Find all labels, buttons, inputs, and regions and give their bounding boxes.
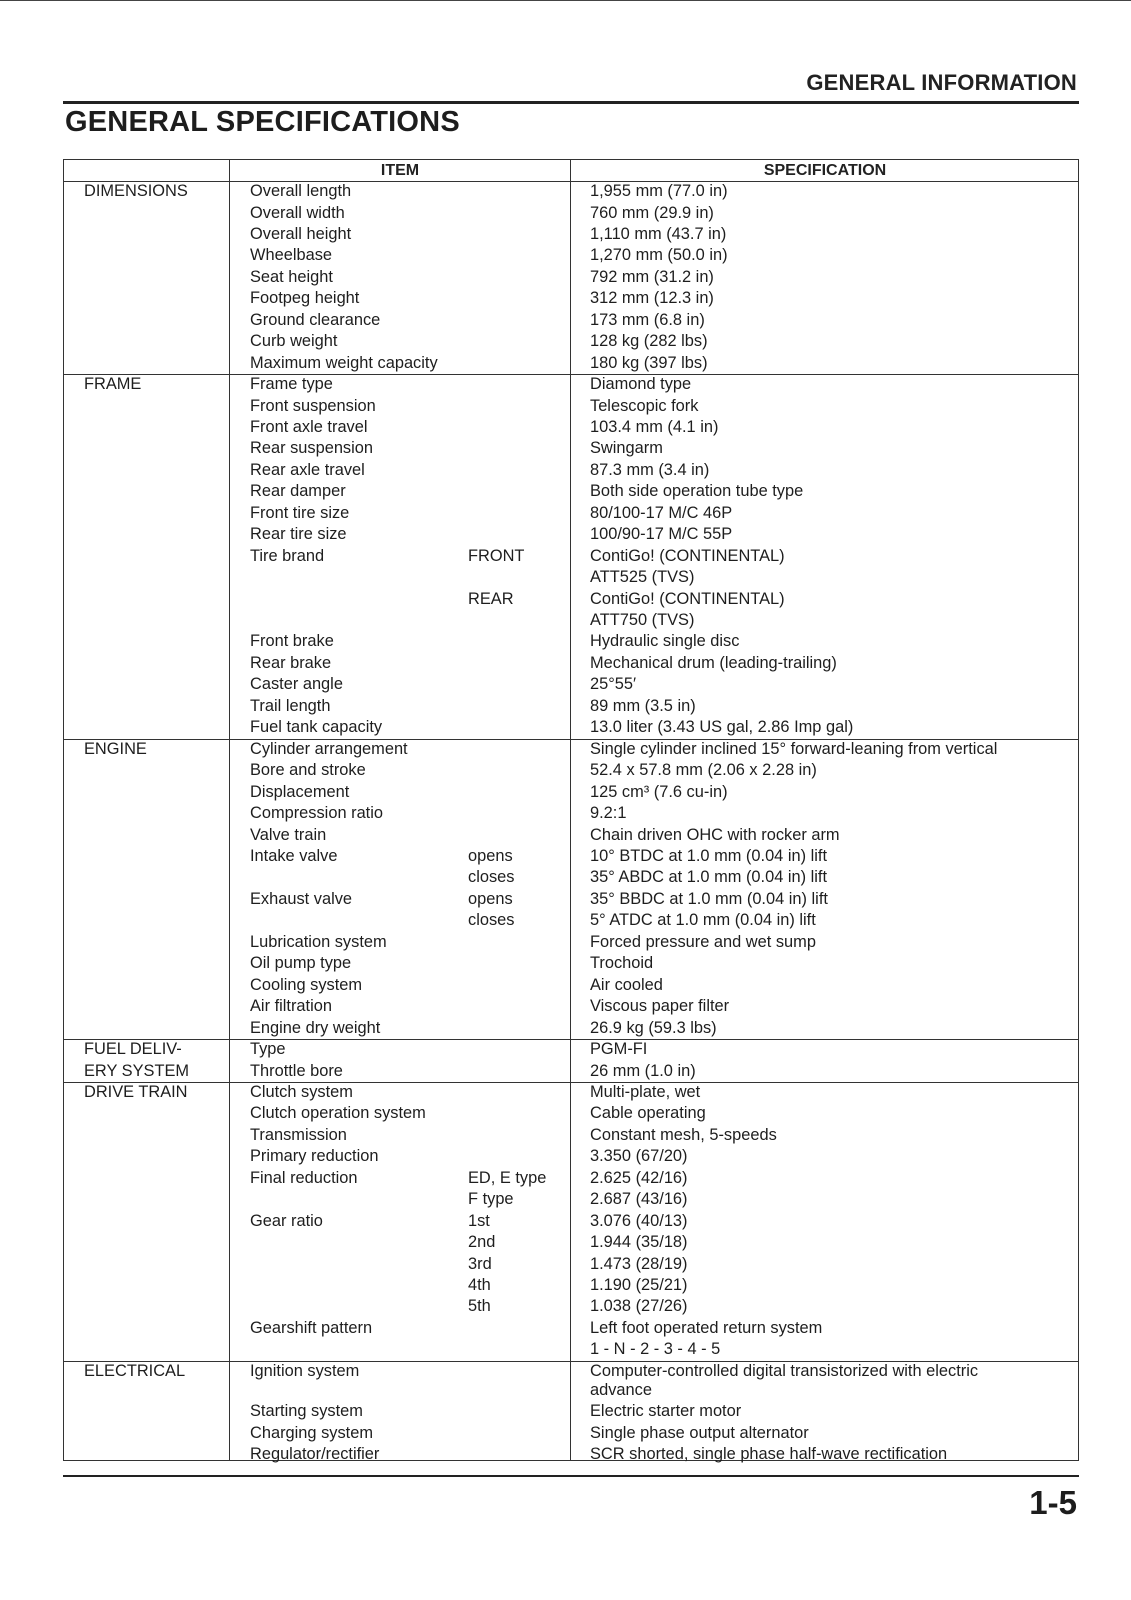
spec-value: Viscous paper filter xyxy=(590,997,730,1016)
spec-item: Ground clearance xyxy=(250,310,381,329)
spec-subitem: F type xyxy=(468,1190,514,1209)
spec-item: Charging system xyxy=(250,1423,373,1442)
spec-value: 1.473 (28/19) xyxy=(590,1254,688,1273)
spec-item: Air filtration xyxy=(250,997,332,1016)
spec-value: Computer-controlled digital transistorized with electric xyxy=(590,1361,979,1380)
spec-value: 35° ABDC at 1.0 mm (0.04 in) lift xyxy=(590,868,828,887)
spec-value: ContiGo! (CONTINENTAL) xyxy=(590,546,785,565)
spec-value: Cable operating xyxy=(590,1104,706,1123)
spec-value: 35° BBDC at 1.0 mm (0.04 in) lift xyxy=(590,889,828,908)
spec-value: 26.9 kg (59.3 lbs) xyxy=(590,1018,717,1037)
spec-value: Hydraulic single disc xyxy=(590,632,740,651)
category-label: FRAME xyxy=(84,375,142,393)
category-label: DRIVE TRAIN xyxy=(84,1082,188,1101)
spec-value: Trochoid xyxy=(590,954,654,973)
spec-value: 10° BTDC at 1.0 mm (0.04 in) lift xyxy=(590,847,828,865)
spec-subitem: REAR xyxy=(468,589,514,608)
spec-item: Regulator/rectifier xyxy=(250,1445,380,1464)
spec-value: Telescopic fork xyxy=(590,396,699,415)
spec-value: PGM-FI xyxy=(590,1040,648,1058)
spec-item: Fuel tank capacity xyxy=(250,718,383,737)
spec-item: Transmission xyxy=(250,1125,347,1144)
spec-value: ATT750 (TVS) xyxy=(590,611,695,629)
column-divider-category xyxy=(229,160,230,1460)
spec-subitem: closes xyxy=(468,911,515,930)
spec-subitem: 1st xyxy=(468,1211,490,1230)
spec-value: 2.687 (43/16) xyxy=(590,1190,688,1209)
spec-value: 1.944 (35/18) xyxy=(590,1233,688,1252)
spec-subitem: opens xyxy=(468,847,513,865)
spec-item: Rear tire size xyxy=(250,525,347,544)
spec-subitem: 2nd xyxy=(468,1233,496,1252)
page-number: 1-5 xyxy=(1029,1484,1077,1521)
title-rule xyxy=(63,101,1079,104)
spec-subitem: 3rd xyxy=(468,1254,492,1273)
spec-item: Clutch system xyxy=(250,1082,353,1101)
spec-item: Compression ratio xyxy=(250,804,383,823)
spec-value: 1,110 mm (43.7 in) xyxy=(590,224,727,243)
spec-item: Maximum weight capacity xyxy=(250,353,438,372)
spec-value: Chain driven OHC with rocker arm xyxy=(590,825,840,844)
spec-value: 26 mm (1.0 in) xyxy=(590,1061,696,1080)
spec-value: Mechanical drum (leading-trailing) xyxy=(590,653,837,672)
spec-item: Cylinder arrangement xyxy=(250,739,408,758)
spec-item: Lubrication system xyxy=(250,932,387,951)
spec-subitem: FRONT xyxy=(468,546,525,565)
spec-item: Front axle travel xyxy=(250,417,368,436)
spec-item: Oil pump type xyxy=(250,954,352,973)
spec-subitem: 5th xyxy=(468,1297,491,1316)
spec-item: Exhaust valve xyxy=(250,889,353,908)
category-label: ERY SYSTEM xyxy=(84,1061,190,1080)
spec-value: 25°55′ xyxy=(590,675,637,694)
spec-value: 760 mm (29.9 in) xyxy=(590,203,714,222)
spec-value: 9.2:1 xyxy=(590,804,627,823)
group-divider xyxy=(64,1039,1078,1040)
spec-item: Bore and stroke xyxy=(250,761,366,780)
spec-value: 180 kg (397 lbs) xyxy=(590,353,708,372)
spec-item: Front tire size xyxy=(250,503,350,522)
spec-item: Overall length xyxy=(250,182,352,200)
spec-item: Overall width xyxy=(250,203,345,222)
spec-item: Caster angle xyxy=(250,675,343,694)
spec-item: Tire brand xyxy=(250,546,325,565)
spec-value: 1,270 mm (50.0 in) xyxy=(590,246,728,265)
spec-item: Cooling system xyxy=(250,975,363,994)
spec-subitem: closes xyxy=(468,868,515,887)
spec-value: ATT525 (TVS) xyxy=(590,568,695,587)
spec-value: 1.038 (27/26) xyxy=(590,1297,688,1316)
spec-value: advance xyxy=(590,1380,652,1399)
spec-value: 2.625 (42/16) xyxy=(590,1168,688,1187)
section-header: GENERAL INFORMATION xyxy=(806,70,1077,95)
spec-item: Trail length xyxy=(250,696,331,715)
spec-value: 100/90-17 M/C 55P xyxy=(590,525,733,544)
spec-item: Wheelbase xyxy=(250,246,333,265)
spec-item: Rear suspension xyxy=(250,439,374,458)
column-header-specification: SPECIFICATION xyxy=(763,162,887,179)
spec-value: Multi-plate, wet xyxy=(590,1082,701,1101)
spec-value: 103.4 mm (4.1 in) xyxy=(590,417,719,436)
spec-value: Left foot operated return system xyxy=(590,1318,823,1337)
spec-value: 5° ATDC at 1.0 mm (0.04 in) lift xyxy=(590,911,816,930)
spec-item: Clutch operation system xyxy=(250,1104,426,1123)
spec-value: 1.190 (25/21) xyxy=(590,1276,688,1294)
spec-item: Ignition system xyxy=(250,1361,360,1380)
spec-value: Diamond type xyxy=(590,375,692,393)
spec-value: 3.350 (67/20) xyxy=(590,1147,688,1166)
spec-value: Single phase output alternator xyxy=(590,1423,809,1442)
spec-value: Forced pressure and wet sump xyxy=(590,932,816,951)
spec-item: Throttle bore xyxy=(250,1061,343,1080)
spec-value: Constant mesh, 5-speeds xyxy=(590,1125,777,1144)
spec-item: Displacement xyxy=(250,782,350,801)
spec-item: Intake valve xyxy=(250,847,338,865)
spec-item: Engine dry weight xyxy=(250,1018,381,1037)
spec-value: 1 - N - 2 - 3 - 4 - 5 xyxy=(590,1340,721,1359)
category-label: FUEL DELIV- xyxy=(84,1040,182,1058)
page-title: GENERAL SPECIFICATIONS xyxy=(65,106,460,138)
group-divider xyxy=(64,374,1078,375)
spec-item: Overall height xyxy=(250,224,352,243)
spec-item: Gearshift pattern xyxy=(250,1318,373,1337)
spec-value: 125 cm³ (7.6 cu-in) xyxy=(590,782,728,801)
spec-item: Rear damper xyxy=(250,482,346,501)
spec-value: 173 mm (6.8 in) xyxy=(590,310,705,329)
column-header-item: ITEM xyxy=(380,162,420,179)
spec-item: Seat height xyxy=(250,267,333,286)
spec-item: Type xyxy=(250,1040,286,1058)
category-label: DIMENSIONS xyxy=(84,182,188,200)
spec-value: 792 mm (31.2 in) xyxy=(590,267,714,286)
spec-item: Gear ratio xyxy=(250,1211,323,1230)
spec-item: Front suspension xyxy=(250,396,376,415)
page-top-edge xyxy=(0,0,1131,1)
spec-item: Valve train xyxy=(250,825,327,844)
category-label: ENGINE xyxy=(84,739,147,758)
spec-value: 80/100-17 M/C 46P xyxy=(590,503,733,522)
spec-subitem: opens xyxy=(468,889,513,908)
spec-item: Final reduction xyxy=(250,1168,358,1187)
spec-item: Curb weight xyxy=(250,332,338,351)
spec-value: 1,955 mm (77.0 in) xyxy=(590,182,728,200)
spec-item: Footpeg height xyxy=(250,289,360,308)
spec-value: 13.0 liter (3.43 US gal, 2.86 Imp gal) xyxy=(590,718,854,737)
column-divider-spec xyxy=(570,160,571,1460)
group-divider xyxy=(64,1082,1078,1083)
category-label: ELECTRICAL xyxy=(84,1361,186,1380)
spec-value: SCR shorted, single phase half-wave rectification xyxy=(590,1445,948,1464)
spec-table xyxy=(63,159,1079,1464)
spec-value: 52.4 x 57.8 mm (2.06 x 2.28 in) xyxy=(590,761,817,780)
spec-item: Starting system xyxy=(250,1402,363,1421)
spec-value: 3.076 (40/13) xyxy=(590,1211,688,1230)
spec-item: Rear axle travel xyxy=(250,460,365,479)
spec-value: Swingarm xyxy=(590,439,663,458)
spec-item: Front brake xyxy=(250,632,334,651)
spec-value: Electric starter motor xyxy=(590,1402,742,1421)
spec-value: 89 mm (3.5 in) xyxy=(590,696,696,715)
spec-subitem: 4th xyxy=(468,1276,491,1294)
spec-value: Both side operation tube type xyxy=(590,482,804,501)
spec-value: 312 mm (12.3 in) xyxy=(590,289,714,308)
bottom-rule xyxy=(63,1475,1079,1477)
spec-value: 128 kg (282 lbs) xyxy=(590,332,708,351)
spec-value: Single cylinder inclined 15° forward-leaning from vertical xyxy=(590,739,998,758)
spec-subitem: ED, E type xyxy=(468,1168,547,1187)
spec-value: ContiGo! (CONTINENTAL) xyxy=(590,589,785,608)
spec-value: Air cooled xyxy=(590,975,663,994)
spec-item: Frame type xyxy=(250,375,333,393)
spec-item: Primary reduction xyxy=(250,1147,379,1166)
spec-item: Rear brake xyxy=(250,653,332,672)
header-divider xyxy=(64,181,1078,182)
spec-value: 87.3 mm (3.4 in) xyxy=(590,460,710,479)
